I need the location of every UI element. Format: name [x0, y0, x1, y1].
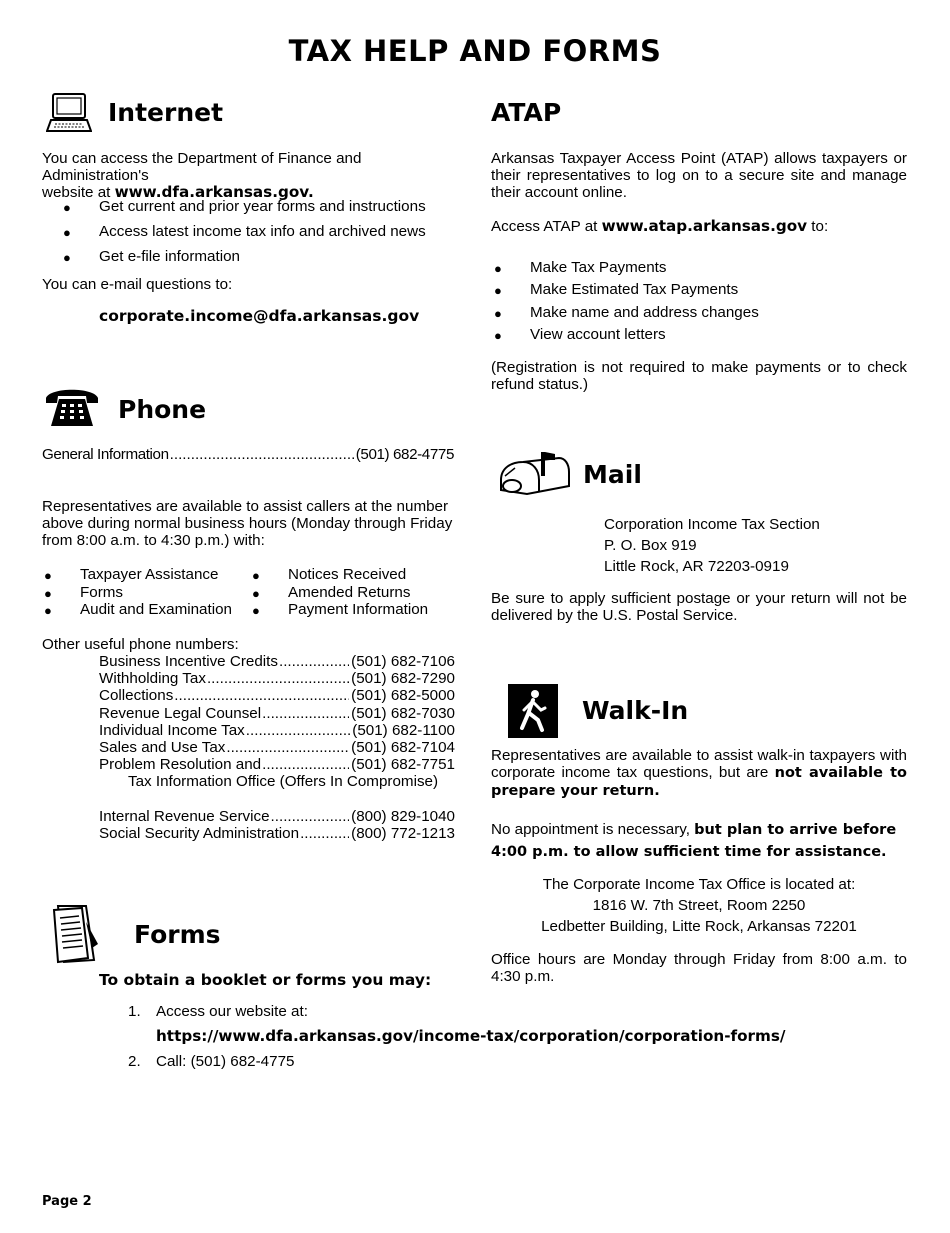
- row-label: Withholding Tax: [99, 670, 206, 688]
- step-2-number: 2.: [128, 1053, 141, 1070]
- address-line: P. O. Box 919: [604, 537, 697, 554]
- table-row: [99, 739, 455, 756]
- internet-heading: Internet: [108, 98, 224, 127]
- walkin-hours: Office hours are Monday through Friday from 8:00 a.m. to 4:30 p.m.: [491, 951, 907, 985]
- location-line: Ledbetter Building, Litte Rock, Arkansas 72201: [541, 918, 857, 935]
- walkin-representatives: [491, 747, 907, 800]
- dot-leader: [270, 808, 350, 825]
- row-label: Collections: [99, 687, 174, 705]
- location-line: 1816 W. 7th Street, Room 2250: [592, 897, 806, 914]
- atap-access-prefix: Access ATAP at: [491, 218, 602, 235]
- list-item: ● Make Estimated Tax Payments: [530, 279, 759, 301]
- atap-access-suffix: to:: [807, 218, 829, 235]
- page-number: Page 2: [42, 1194, 92, 1209]
- location-line: The Corporate Income Tax Office is located at:: [542, 876, 856, 893]
- general-info-label: General Information: [42, 446, 169, 463]
- list-item: ● Get e-file information: [99, 244, 426, 269]
- forms-obtain: To obtain a booklet or forms you may:: [99, 971, 432, 989]
- services-right: [288, 566, 428, 619]
- walkin-location: [491, 874, 907, 937]
- list-item: ● Audit and Examination: [80, 601, 232, 619]
- address-line: Corporation Income Tax Section: [604, 516, 820, 533]
- table-row: [99, 808, 455, 825]
- dot-leader: [261, 756, 349, 773]
- forms-heading: Forms: [134, 920, 221, 949]
- internet-intro-text: You can access the Department of Finance and Administration's: [42, 150, 362, 184]
- mail-heading: Mail: [583, 460, 642, 489]
- step-1-number: 1.: [128, 1003, 141, 1020]
- forms-url-link[interactable]: https://www.dfa.arkansas.gov/income-tax/corporation/corporation-forms/: [156, 1027, 786, 1045]
- table-row: [99, 653, 455, 670]
- phone-representatives: Representatives are available to assist callers at the number above during normal business hours (Monday through Friday from 8:00 a.m. to 4:30 p.m.) with:: [42, 498, 453, 549]
- list-item: ● Get current and prior year forms and instructions: [99, 194, 426, 219]
- list-item: ● View account letters: [530, 324, 759, 346]
- row-label: Revenue Legal Counsel: [99, 704, 262, 722]
- services-left: [80, 566, 232, 619]
- website-prefix: website at: [42, 184, 115, 201]
- row-number: (800) 829-1040: [351, 808, 455, 825]
- telephone-icon: [44, 384, 100, 430]
- atap-heading: ATAP: [491, 98, 562, 127]
- walkin-rep-text: Representatives are available to assist walk-in taxpayers with corporate income tax questions, but are: [491, 747, 907, 781]
- dot-leader: [278, 653, 349, 670]
- row-number: (501) 682-7106: [351, 653, 455, 670]
- list-item: ● Notices Received: [288, 566, 428, 584]
- general-info-number: (501) 682-4775: [355, 446, 454, 463]
- atap-note: (Registration is not required to make payments or to check refund status.): [491, 359, 907, 393]
- dfa-website-link[interactable]: www.dfa.arkansas.gov.: [114, 183, 314, 201]
- row-number: (501) 682-1100: [352, 721, 455, 739]
- row-number: (501) 682-7751: [351, 756, 455, 774]
- walkin-rep-bold: not available to prepare your return.: [491, 765, 907, 799]
- email-label: You can e-mail questions to:: [42, 276, 233, 293]
- phone-number-list: [99, 653, 455, 791]
- list-item: ● Payment Information: [288, 601, 428, 619]
- list-item: ● Make Tax Payments: [530, 257, 759, 279]
- internet-bullets: [99, 194, 426, 269]
- list-item: ● Amended Returns: [288, 584, 428, 602]
- table-row: [99, 756, 455, 773]
- walkin-appt-bold: but plan to arrive before 4:00 p.m. to allow sufficient time for assistance.: [491, 822, 897, 860]
- row-number: (501) 682-5000: [351, 687, 455, 705]
- email-link[interactable]: corporate.income@dfa.arkansas.gov: [99, 307, 420, 325]
- atap-website-link[interactable]: www.atap.arkansas.gov: [601, 217, 808, 235]
- atap-bullets: [530, 257, 759, 346]
- row-label: Business Incentive Credits: [99, 653, 278, 670]
- row-label: Internal Revenue Service: [99, 808, 270, 825]
- table-row: [99, 825, 455, 842]
- row-number: (800) 772-1213: [351, 825, 455, 843]
- step-1-text: Access our website at:: [156, 1003, 308, 1020]
- row-label: Tax Information Office (Offers In Compromise): [128, 773, 439, 791]
- row-label: Individual Income Tax: [99, 721, 245, 739]
- row-label: Sales and Use Tax: [99, 739, 226, 757]
- pedestrian-icon: [508, 684, 558, 738]
- mail-address: [604, 514, 820, 577]
- walkin-heading: Walk-In: [582, 696, 689, 725]
- row-number: (501) 682-7030: [351, 704, 455, 722]
- dot-leader: [245, 722, 350, 739]
- table-row: [99, 670, 455, 687]
- federal-number-list: [99, 808, 455, 842]
- walkin-appt-text: No appointment is necessary,: [491, 821, 695, 838]
- table-row: [99, 687, 455, 704]
- dot-leader: [261, 705, 349, 722]
- dot-leader: [173, 688, 349, 705]
- other-numbers-label: Other useful phone numbers:: [42, 636, 239, 653]
- list-item: ● Access latest income tax info and archived news: [99, 219, 426, 244]
- dot-leader: [299, 825, 349, 842]
- general-info-row: [42, 446, 454, 463]
- list-item: ● Forms: [80, 584, 232, 602]
- computer-icon: [46, 92, 92, 134]
- mailbox-icon: [497, 450, 571, 498]
- address-line: Little Rock, AR 72203-0919: [604, 558, 789, 575]
- row-label: Social Security Administration: [99, 825, 300, 843]
- page-title: TAX HELP AND FORMS: [288, 34, 662, 68]
- table-row: [99, 773, 455, 790]
- dot-leader: [169, 446, 354, 463]
- list-item: ● Make name and address changes: [530, 302, 759, 324]
- row-number: (501) 682-7104: [351, 739, 455, 757]
- atap-intro: Arkansas Taxpayer Access Point (ATAP) allows taxpayers or their representatives to log on to a secure site and manage their account online.: [491, 150, 907, 201]
- phone-heading: Phone: [118, 395, 207, 424]
- row-label: Problem Resolution and: [99, 756, 262, 774]
- walkin-appointment: [491, 819, 907, 863]
- list-item: ● Taxpayer Assistance: [80, 566, 232, 584]
- table-row: [99, 722, 455, 739]
- document-icon: [52, 902, 102, 964]
- step-2-text: Call: (501) 682-4775: [156, 1053, 295, 1070]
- dot-leader: [206, 670, 349, 687]
- table-row: [99, 705, 455, 722]
- row-number: (501) 682-7290: [351, 670, 455, 688]
- atap-access: [491, 218, 828, 235]
- dot-leader: [225, 739, 349, 756]
- mail-postage: Be sure to apply sufficient postage or your return will not be delivered by the U.S. Postal Service.: [491, 590, 907, 624]
